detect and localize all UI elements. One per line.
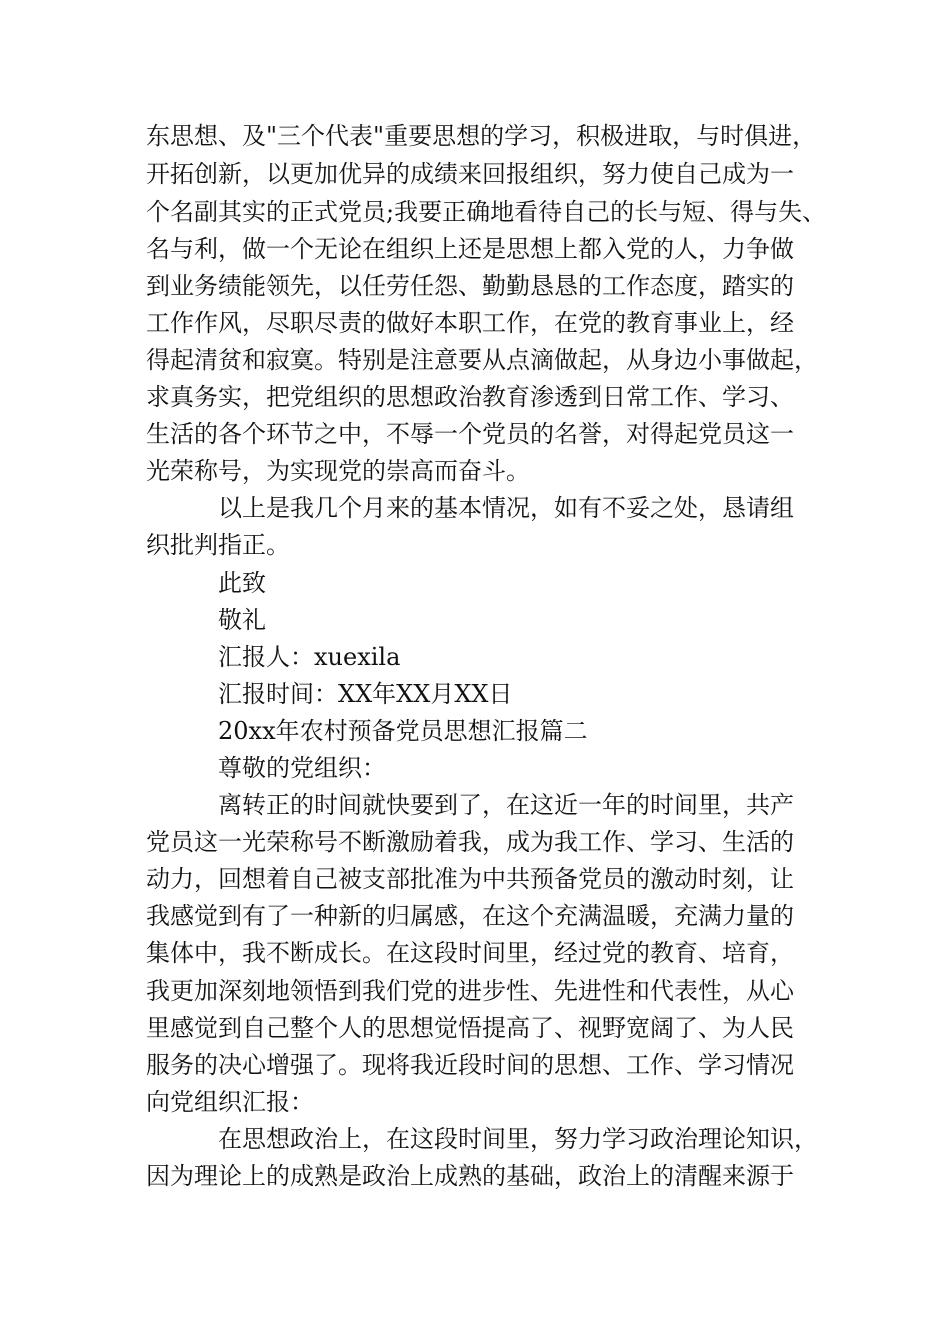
body-text-line: 得起清贫和寂寞。特别是注意要从点滴做起，从身边小事做起，: [146, 346, 818, 374]
paragraph-start-line: 离转正的时间就快要到了，在这近一年的时间里，共产: [218, 791, 794, 819]
body-text-line: 党员这一光荣称号不断激励着我，成为我工作、学习、生活的: [146, 828, 794, 856]
body-text-line: 向党组织汇报：: [146, 1088, 314, 1116]
paragraph-start-line: 在思想政治上，在这段时间里，努力学习政治理论知识，: [218, 1125, 818, 1153]
closing-regards: 敬礼: [218, 606, 266, 634]
body-text-line: 开拓创新，以更加优异的成绩来回报组织，努力使自己成为一: [146, 160, 794, 188]
section-title: 20xx年农村预备党员思想汇报篇二: [218, 717, 588, 745]
body-text-line: 里感觉到自己整个人的思想觉悟提高了、视野宽阔了、为人民: [146, 1014, 794, 1042]
body-text-line: 工作作风，尽职尽责的做好本职工作，在党的教育事业上，经: [146, 309, 794, 337]
body-text-line: 集体中，我不断成长。在这段时间里，经过党的教育、培育，: [146, 939, 794, 967]
body-text-line: 名与利，做一个无论在组织上还是思想上都入党的人，力争做: [146, 235, 794, 263]
body-text-line: 因为理论上的成熟是政治上成熟的基础，政治上的清醒来源于: [146, 1162, 794, 1190]
closing-salutation: 此致: [218, 569, 266, 597]
body-text-line: 动力，回想着自己被支部批准为中共预备党员的激动时刻，让: [146, 865, 794, 893]
report-date-line: 汇报时间：XX年XX月XX日: [218, 680, 513, 708]
body-text-line: 求真务实，把党组织的思想政治教育渗透到日常工作、学习、: [146, 383, 794, 411]
body-text-line: 生活的各个环节之中，不辱一个党员的名誉，对得起党员这一: [146, 420, 794, 448]
body-text-line: 东思想、及"三个代表"重要思想的学习，积极进取，与时俱进，: [146, 122, 817, 150]
body-text-line: 我更加深刻地领悟到我们党的进步性、先进性和代表性，从心: [146, 977, 794, 1005]
paragraph-start-line: 以上是我几个月来的基本情况，如有不妥之处，恳请组: [218, 494, 794, 522]
body-text-line: 织批判指正。: [146, 531, 290, 559]
reporter-line: 汇报人：xuexila: [218, 643, 401, 671]
body-text-line: 个名副其实的正式党员;我要正确地看待自己的长与短、得与失、: [146, 198, 827, 226]
body-text-line: 服务的决心增强了。现将我近段时间的思想、工作、学习情况: [146, 1051, 794, 1079]
body-text-line: 到业务绩能领先，以任劳任怨、勤勤恳恳的工作态度，踏实的: [146, 272, 794, 300]
greeting-line: 尊敬的党组织：: [218, 754, 386, 782]
body-text-line: 我感觉到有了一种新的归属感，在这个充满温暖，充满力量的: [146, 902, 794, 930]
body-text-line: 光荣称号，为实现党的崇高而奋斗。: [146, 457, 530, 485]
